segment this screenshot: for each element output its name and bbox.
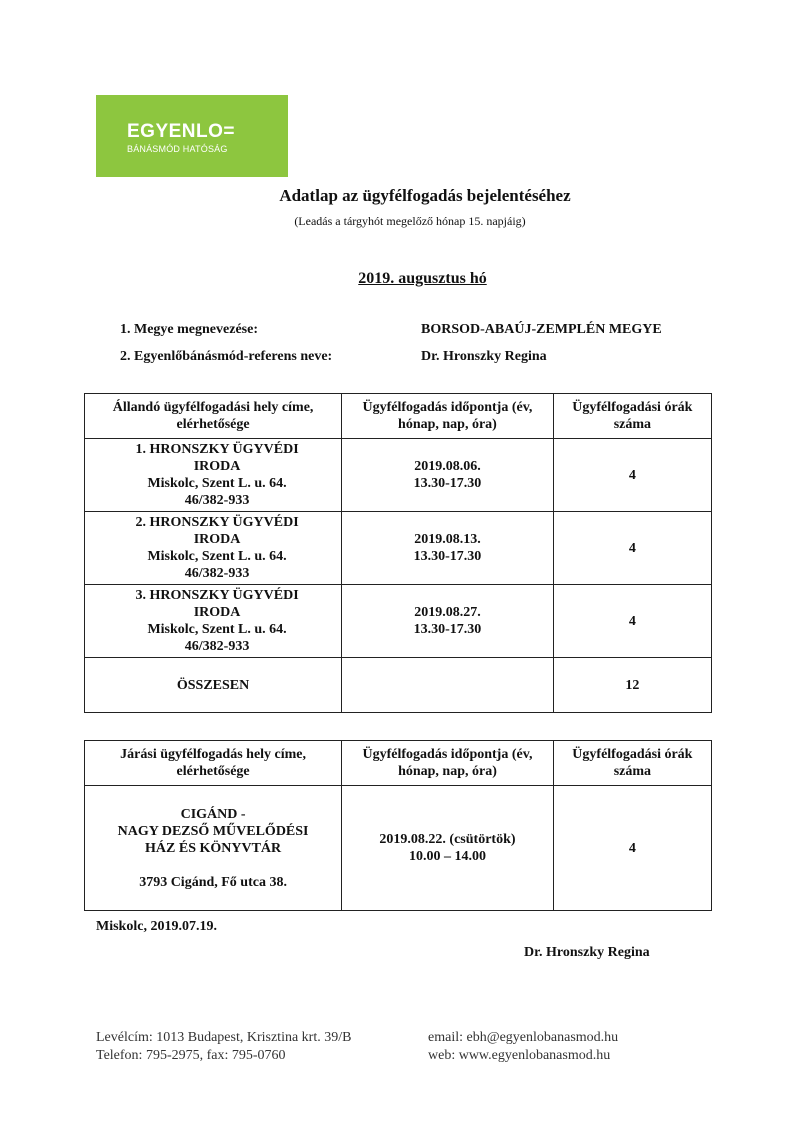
header-hours: Ügyfélfogadási órák száma bbox=[553, 394, 711, 439]
place-cell bbox=[85, 786, 342, 911]
time-cell bbox=[342, 786, 554, 911]
page-title: Adatlap az ügyfélfogadás bejelentéséhez bbox=[279, 186, 571, 205]
total-empty-cell bbox=[342, 658, 554, 713]
footer-email: email: ebh@egyenlobanasmod.hu bbox=[428, 1030, 619, 1045]
header-place: Járási ügyfélfogadás hely címe, elérhetősége bbox=[85, 741, 342, 786]
signatory-name: Dr. Hronszky Regina bbox=[524, 945, 650, 960]
footer-address: Levélcím: 1013 Budapest, Krisztina krt. 39/B bbox=[96, 1030, 352, 1045]
date-text: 2019.08.13. bbox=[414, 532, 481, 547]
place-line: 46/382-933 bbox=[184, 566, 250, 581]
table-header-row bbox=[85, 741, 712, 786]
place-line: IRODA bbox=[193, 459, 241, 474]
place-cell bbox=[85, 439, 342, 512]
logo-tagline: BÁNÁSMÓD HATÓSÁG bbox=[127, 144, 228, 154]
header-time: Ügyfélfogadás időpontja (év, hónap, nap, óra) bbox=[342, 394, 554, 439]
place-line: 46/382-933 bbox=[184, 639, 250, 654]
time-cell bbox=[342, 439, 554, 512]
footer-phone: Telefon: 795-2975, fax: 795-0760 bbox=[96, 1048, 286, 1063]
logo bbox=[96, 95, 288, 177]
place-cell bbox=[85, 585, 342, 658]
hours-cell: 4 bbox=[553, 585, 711, 658]
total-row bbox=[85, 658, 712, 713]
logo-brand: EGYENLO= bbox=[127, 121, 235, 142]
time-text: 13.30-17.30 bbox=[413, 549, 482, 564]
date-text: 2019.08.06. bbox=[414, 459, 481, 474]
time-text: 13.30-17.30 bbox=[413, 476, 482, 491]
page-subtitle: (Leadás a tárgyhót megelőző hónap 15. napjáig) bbox=[294, 214, 526, 228]
header-place: Állandó ügyfélfogadási hely címe, elérhetősége bbox=[85, 394, 342, 439]
place-line: 3. HRONSZKY ÜGYVÉDI bbox=[135, 588, 299, 603]
header-time: Ügyfélfogadás időpontja (év, hónap, nap, óra) bbox=[342, 741, 554, 786]
place-line: Miskolc, Szent L. u. 64. bbox=[147, 622, 287, 637]
hours-cell: 4 bbox=[553, 439, 711, 512]
table-row bbox=[85, 585, 712, 658]
time-text: 10.00 – 14.00 bbox=[408, 849, 486, 864]
place-line: IRODA bbox=[193, 532, 241, 547]
referent-label: 2. Egyenlőbánásmód-referens neve: bbox=[120, 349, 333, 364]
permanent-reception-table bbox=[84, 393, 712, 713]
place-line: 46/382-933 bbox=[184, 493, 250, 508]
county-value: BORSOD-ABAÚJ-ZEMPLÉN MEGYE bbox=[421, 322, 662, 337]
date-text: 2019.08.27. bbox=[414, 605, 481, 620]
table-row bbox=[85, 786, 712, 911]
time-cell bbox=[342, 512, 554, 585]
time-cell bbox=[342, 585, 554, 658]
place-line: NAGY DEZSŐ MŰVELŐDÉSI bbox=[117, 823, 309, 839]
district-reception-table bbox=[84, 740, 712, 911]
place-line: IRODA bbox=[193, 605, 241, 620]
place-line: CIGÁND - bbox=[180, 806, 246, 822]
place-date: Miskolc, 2019.07.19. bbox=[96, 919, 217, 934]
place-line: 1. HRONSZKY ÜGYVÉDI bbox=[135, 442, 299, 457]
total-label: ÖSSZESEN bbox=[85, 658, 342, 713]
referent-value: Dr. Hronszky Regina bbox=[421, 349, 547, 364]
header-hours: Ügyfélfogadási órák száma bbox=[553, 741, 711, 786]
place-line: Miskolc, Szent L. u. 64. bbox=[147, 549, 287, 564]
place-cell bbox=[85, 512, 342, 585]
footer-web: web: www.egyenlobanasmod.hu bbox=[428, 1048, 611, 1063]
table-row bbox=[85, 512, 712, 585]
table-header-row bbox=[85, 394, 712, 439]
time-text: 13.30-17.30 bbox=[413, 622, 482, 637]
county-label: 1. Megye megnevezése: bbox=[120, 322, 258, 337]
total-hours: 12 bbox=[553, 658, 711, 713]
month-heading: 2019. augusztus hó bbox=[358, 270, 487, 287]
hours-cell: 4 bbox=[553, 786, 711, 911]
place-line: 2. HRONSZKY ÜGYVÉDI bbox=[135, 515, 299, 530]
hours-cell: 4 bbox=[553, 512, 711, 585]
place-line: HÁZ ÉS KÖNYVTÁR bbox=[145, 840, 282, 856]
place-line: Miskolc, Szent L. u. 64. bbox=[147, 476, 287, 491]
table-row bbox=[85, 439, 712, 512]
place-address: 3793 Cigánd, Fő utca 38. bbox=[139, 874, 287, 890]
date-text: 2019.08.22. (csütörtök) bbox=[379, 832, 516, 847]
